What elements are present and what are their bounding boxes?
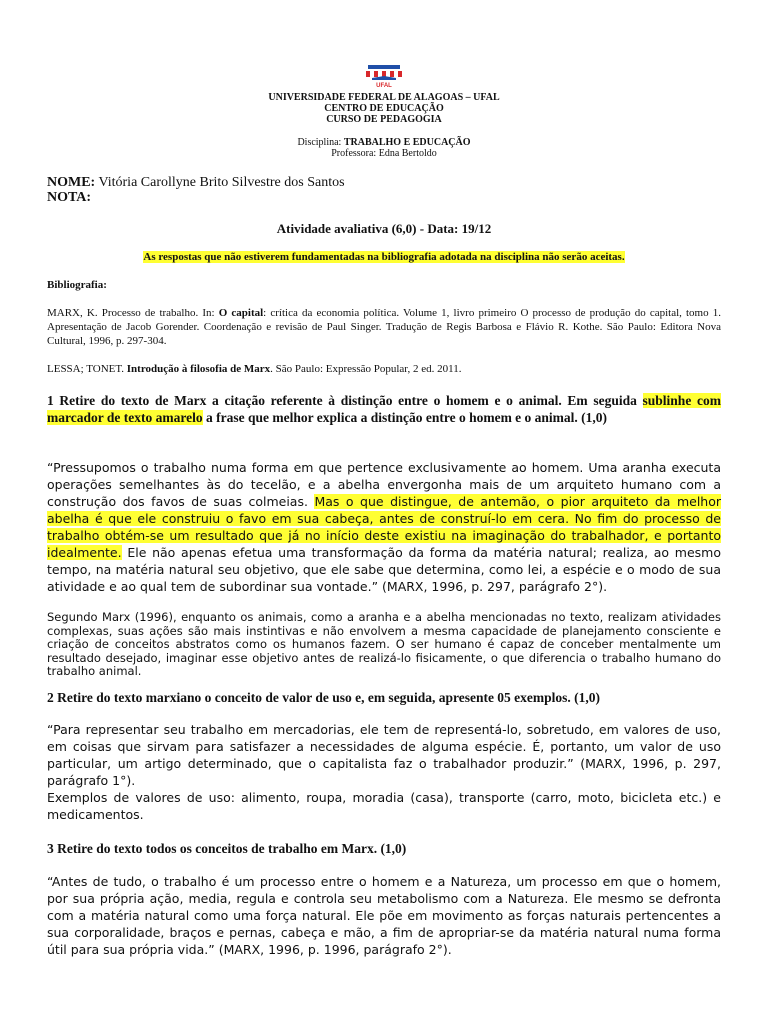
activity-title: Atividade avaliativa (6,0) - Data: 19/12	[276, 221, 492, 236]
ref1-text-a: MARX, K. Processo de trabalho. In:	[47, 307, 219, 319]
q1-text-a: 1 Retire do texto de Marx a citação referente à distinção entre o homem e o animal. Em seguida	[47, 393, 643, 408]
discipline-name: TRABALHO E EDUCAÇÃO	[343, 137, 471, 148]
ref1-text-c: : crítica da economia política. Volume 1, livro primeiro O processo de produção do capital, tomo 1. Apresentação de Jacob Gorender. Coordenação e revisão de Paul Singer. Tradução de Regis Barbosa e Flávio R. Kothe. São Paulo: Editora Nova Cultural, 1996, p. 297-304.	[47, 307, 721, 347]
q1-answer: Segundo Marx (1996), enquanto os animais, como a aranha e a abelha mencionadas no texto, realizam atividades complexas, suas ações são mais instintivas e não envolvem a mesma capacidade de planejamento consciente e criação de conceitos abstratos como os humanos fazem. O ser humano é capaz de conceber mentalmente um resultado desejado, imaginar esse objetivo antes de realizá-lo fisicamente, o que diferencia o trabalho humano do trabalho animal.	[47, 610, 721, 678]
ref1-title: O capital	[218, 307, 264, 319]
q3-quote: “Antes de tudo, o trabalho é um processo entre o homem e a Natureza, um processo em que o homem, por sua própria ação, media, regula e controla seu metabolismo com a Natureza. Ele mesmo se defronta com a matéria natural como uma força natural. Ele põe em movimento as forças naturais pertencentes a sua corporalidade, braços e pernas, cabeça e mão, a fim de apropriar-se da matéria natural numa forma útil para sua própria vida.” (MARX, 1996, p. 1996, parágrafo 2°).	[47, 874, 721, 957]
q2-quote: “Para representar seu trabalho em mercadorias, ele tem de representá-lo, sobretudo, em valores de uso, em coisas que sirvam para satisfazer a necessidades de alguma espécie. É, portanto, um valor de uso particular, um artigo determinado, que o capitalista faz o trabalhador produzir.” (MARX, 1996, p. 297, parágrafo 1°).	[47, 722, 721, 788]
bibliography-heading: Bibliografia:	[47, 279, 107, 291]
discipline-line	[0, 137, 768, 148]
q1-quote-b: Ele não apenas efetua uma transformação da forma da matéria natural; realiza, ao mesmo tempo, na matéria natural seu objetivo, que ele sabe que determina, como lei, a espécie e o modo de sua atividade e ao qual tem de subordinar sua vontade.” (MARX, 1996, p. 297, parágrafo 2°).	[47, 545, 721, 594]
bibliography-ref-2	[47, 362, 721, 376]
name-label: NOME:	[47, 175, 96, 190]
q1-quote-highlight: Mas o que distingue, de antemão, o pior arquiteto da melhor abelha é que ele construiu o favo em sua cabeça, antes de construí-lo em cera. No fim do processo de trabalho obtém-se um resultado que já no início deste existiu na imaginação do trabalhador, e portanto idealmente.	[47, 494, 721, 560]
q1-text-b: a frase que melhor explica a distinção entre o homem e o animal. (1,0)	[202, 410, 608, 425]
ref2-title: Introdução à filosofia de Marx	[126, 363, 271, 375]
question-1	[47, 392, 721, 426]
student-name-line	[47, 175, 721, 190]
question-3: 3 Retire do texto todos os conceitos de trabalho em Marx. (1,0)	[47, 841, 407, 856]
professor-line: Professora: Edna Bertoldo	[331, 148, 437, 159]
warning-line	[0, 251, 768, 263]
question-2: 2 Retire do texto marxiano o conceito de valor de uso e, em seguida, apresente 05 exemplos. (1,0)	[47, 690, 601, 705]
q1-highlight: sublinhe com marcador de texto amarelo	[47, 393, 721, 425]
grade-label: NOTA:	[47, 190, 92, 205]
university-name: UNIVERSIDADE FEDERAL DE ALAGOAS – UFAL	[268, 92, 500, 103]
discipline-label: Disciplina:	[297, 137, 344, 148]
bibliography-ref-1	[47, 306, 721, 348]
ufal-logo	[362, 62, 406, 88]
q1-quote	[47, 459, 721, 595]
q2-answer: Exemplos de valores de uso: alimento, roupa, moradia (casa), transporte (carro, moto, bicicleta etc.) e medicamentos.	[47, 790, 721, 822]
center-name: CENTRO DE EDUCAÇÃO	[324, 103, 444, 114]
ref2-text-c: . São Paulo: Expressão Popular, 2 ed. 2011.	[270, 363, 462, 375]
svg-text:UFAL: UFAL	[376, 83, 392, 88]
ref2-text-a: LESSA; TONET.	[47, 363, 127, 375]
course-name: CURSO DE PEDAGOGIA	[326, 114, 442, 125]
warning-text: As respostas que não estiverem fundamentadas na bibliografia adotada na disciplina não serão aceitas.	[143, 251, 625, 263]
q1-quote-a: “Pressupomos o trabalho numa forma em que pertence exclusivamente ao homem. Uma aranha executa operações semelhantes às do tecelão, e a abelha envergonha mais de um arquiteto humano com a construção dos favos de suas colmeias.	[47, 460, 721, 509]
student-name: Vitória Carollyne Brito Silvestre dos Santos	[95, 175, 345, 190]
